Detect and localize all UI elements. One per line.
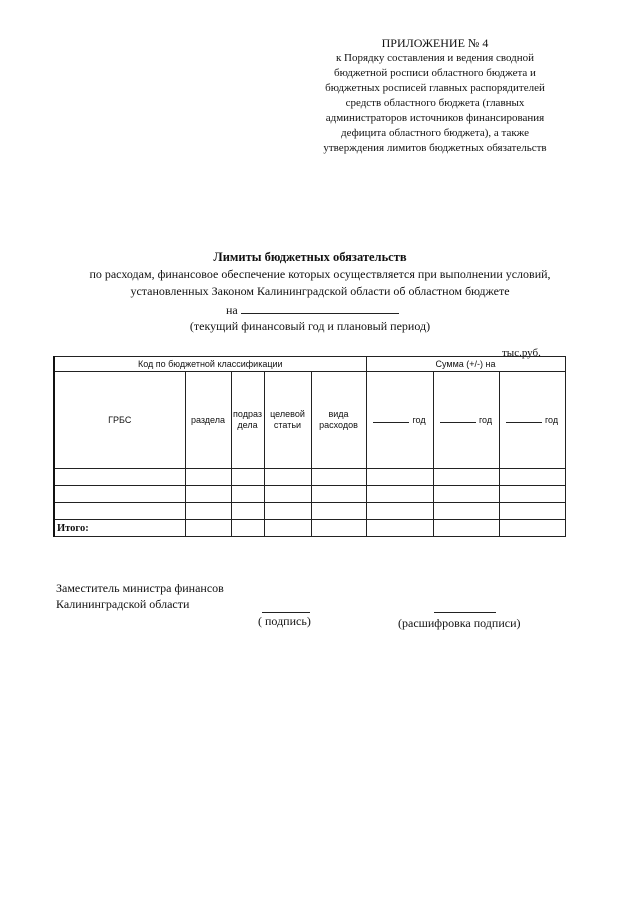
table-cell[interactable] bbox=[311, 486, 366, 503]
header-celevoy-line: целевой bbox=[270, 409, 305, 419]
year-suffix: год bbox=[544, 415, 559, 425]
decoding-caption: (расшифровка подписи) bbox=[398, 616, 521, 630]
period-caption: (текущий финансовый год и плановый период) bbox=[189, 319, 431, 333]
table-cell[interactable] bbox=[185, 469, 231, 486]
signer-block bbox=[56, 580, 224, 612]
table-cell[interactable] bbox=[185, 503, 231, 520]
date-blank bbox=[241, 302, 399, 314]
table-cell[interactable] bbox=[54, 503, 185, 520]
signer-position: Заместитель министра финансов bbox=[56, 581, 224, 595]
table-cell[interactable] bbox=[311, 503, 366, 520]
na-label: на bbox=[226, 303, 238, 317]
total-label: Итого: bbox=[54, 520, 185, 537]
appendix-line: дефицита областного бюджета), а также bbox=[340, 127, 530, 139]
header-year-3 bbox=[499, 372, 565, 469]
appendix-line: бюджетных росписей главных распорядителей bbox=[325, 82, 545, 94]
header-year-2 bbox=[433, 372, 499, 469]
appendix-line: администраторов источников финансирования bbox=[325, 112, 545, 124]
table-cell[interactable] bbox=[366, 486, 433, 503]
table-row bbox=[54, 503, 565, 520]
year-blank bbox=[506, 414, 542, 423]
header-sum: Сумма (+/-) на bbox=[366, 357, 565, 372]
appendix-heading: ПРИЛОЖЕНИЕ № 4 bbox=[381, 36, 489, 50]
table-cell[interactable] bbox=[231, 469, 264, 486]
appendix-line: средств областного бюджета (главных bbox=[345, 97, 525, 109]
signer-organization: Калининградской области bbox=[56, 597, 190, 611]
header-celevoy-line: статьи bbox=[273, 420, 302, 430]
year-blank bbox=[373, 414, 409, 423]
decoding-line bbox=[434, 612, 496, 613]
header-grbs: ГРБС bbox=[54, 372, 185, 469]
year-suffix: год bbox=[478, 415, 493, 425]
appendix-line: бюджетной росписи областного бюджета и bbox=[334, 67, 536, 79]
budget-table bbox=[53, 356, 566, 537]
table-cell[interactable] bbox=[264, 486, 311, 503]
subtitle-line: по расходам, финансовое обеспечение которых осуществляется при выполнении условий, bbox=[89, 267, 551, 281]
header-razdel: раздела bbox=[185, 372, 231, 469]
table-cell[interactable] bbox=[185, 520, 231, 537]
table-cell[interactable] bbox=[366, 469, 433, 486]
table-row bbox=[54, 469, 565, 486]
appendix-line: утверждения лимитов бюджетных обязательств bbox=[323, 142, 547, 154]
header-vida-line: вида bbox=[328, 409, 349, 419]
header-vida bbox=[311, 372, 366, 469]
table-row bbox=[54, 486, 565, 503]
units-label: тыс.руб. bbox=[502, 347, 541, 359]
year-suffix: год bbox=[412, 415, 426, 425]
document-title: Лимиты бюджетных обязательств bbox=[213, 250, 407, 264]
table-cell[interactable] bbox=[185, 486, 231, 503]
table-cell[interactable] bbox=[433, 520, 499, 537]
table-cell[interactable] bbox=[366, 520, 433, 537]
table-cell[interactable] bbox=[366, 503, 433, 520]
table-cell[interactable] bbox=[499, 503, 565, 520]
table-cell[interactable] bbox=[311, 469, 366, 486]
table-cell[interactable] bbox=[231, 503, 264, 520]
signature-caption: ( подпись) bbox=[258, 614, 311, 628]
document-subtitle bbox=[40, 266, 600, 300]
table-cell[interactable] bbox=[264, 520, 311, 537]
table-cell[interactable] bbox=[499, 469, 565, 486]
table-cell[interactable] bbox=[433, 503, 499, 520]
table-cell[interactable] bbox=[433, 486, 499, 503]
date-line bbox=[226, 302, 399, 318]
appendix-line: к Порядку составления и ведения сводной bbox=[335, 52, 535, 64]
signature-line bbox=[262, 612, 310, 613]
table-cell[interactable] bbox=[54, 486, 185, 503]
header-celevoy bbox=[264, 372, 311, 469]
header-code-classification: Код по бюджетной классификации bbox=[54, 357, 366, 372]
header-podrazdel-line: подраз bbox=[233, 409, 262, 419]
subtitle-line: установленных Законом Калининградской области об областном бюджете bbox=[130, 284, 510, 298]
table-cell[interactable] bbox=[231, 486, 264, 503]
table-cell[interactable] bbox=[54, 469, 185, 486]
header-podrazdel bbox=[231, 372, 264, 469]
table-cell[interactable] bbox=[231, 520, 264, 537]
year-blank bbox=[440, 414, 476, 423]
table-cell[interactable] bbox=[433, 469, 499, 486]
table-cell[interactable] bbox=[499, 486, 565, 503]
table-cell[interactable] bbox=[499, 520, 565, 537]
appendix-block bbox=[300, 36, 570, 156]
table-cell[interactable] bbox=[264, 503, 311, 520]
header-vida-line: расходов bbox=[319, 420, 358, 430]
table-cell[interactable] bbox=[311, 520, 366, 537]
total-row bbox=[54, 520, 565, 537]
header-podrazdel-line: дела bbox=[237, 420, 258, 430]
table-cell[interactable] bbox=[264, 469, 311, 486]
header-year-1 bbox=[366, 372, 433, 469]
